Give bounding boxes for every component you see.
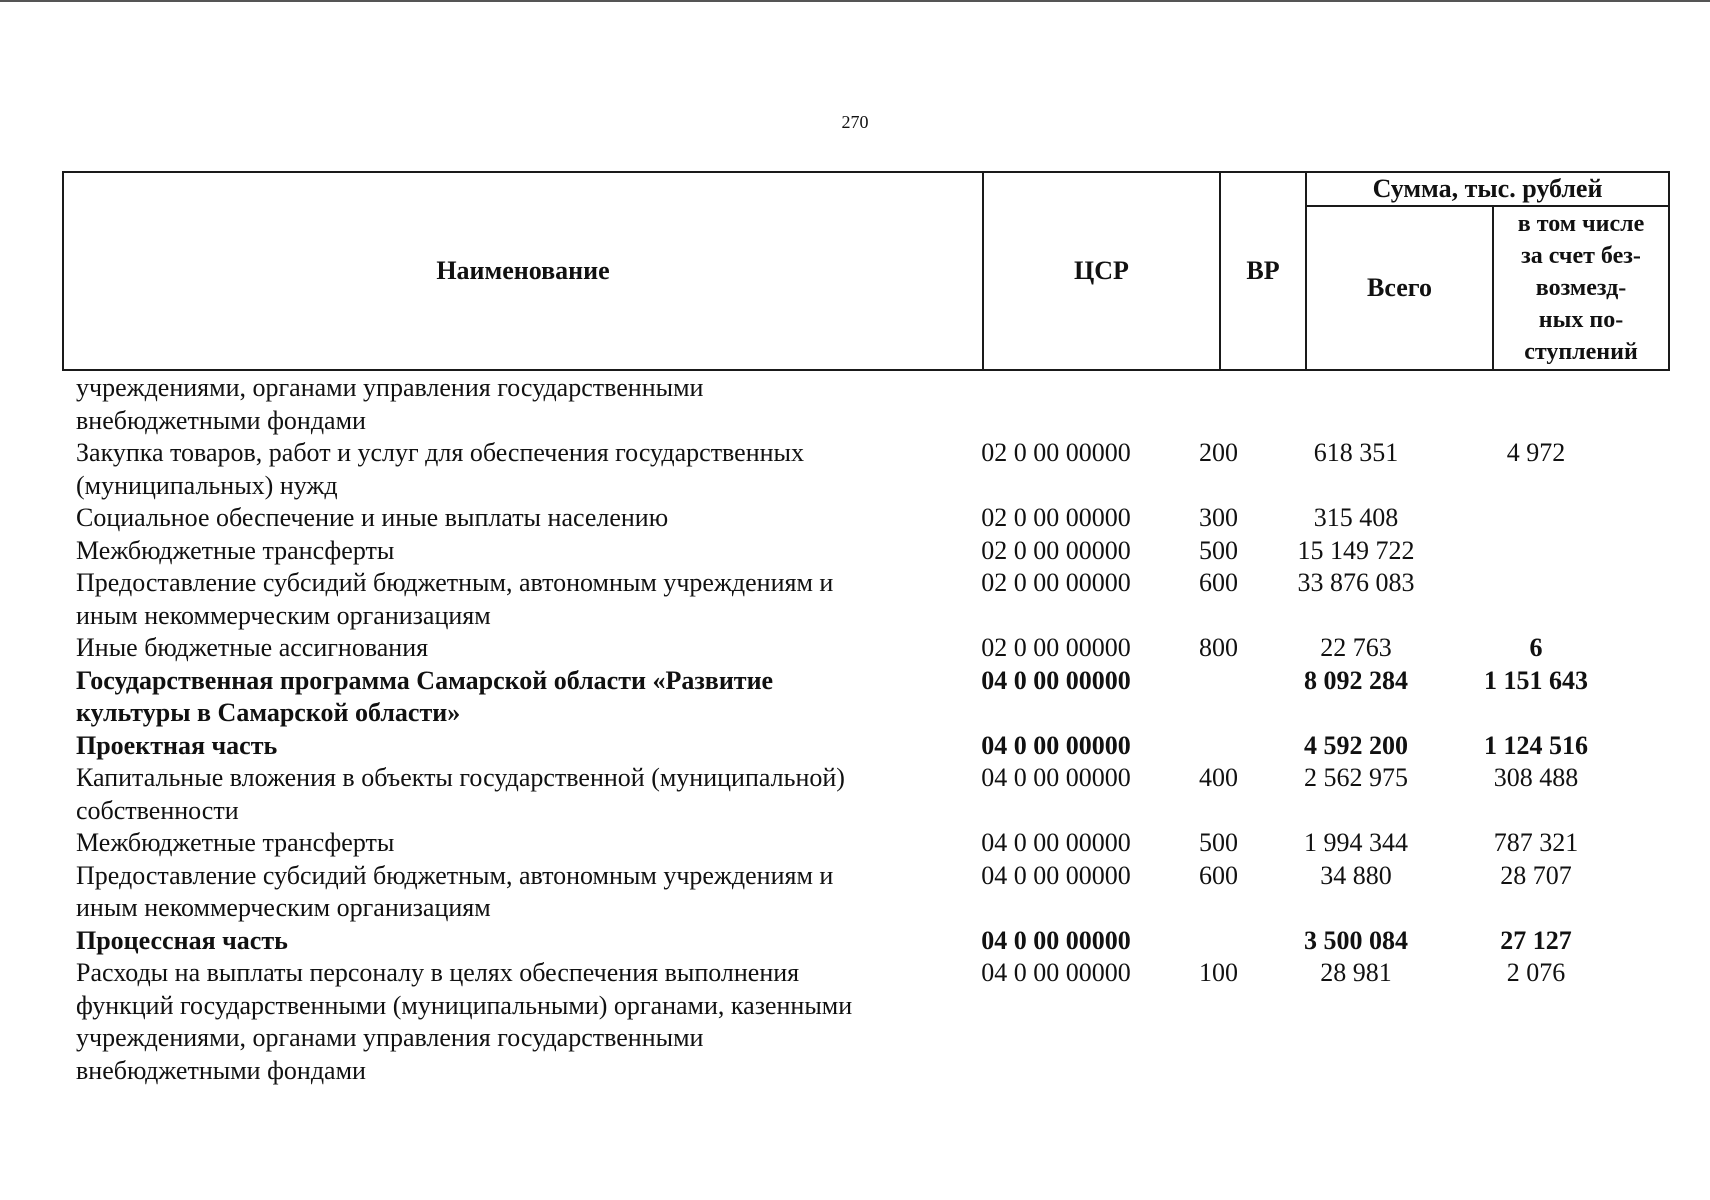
row-vr: 200 (1199, 438, 1238, 467)
row-total: 15 149 722 (1297, 535, 1415, 565)
row-including (1451, 372, 1621, 437)
row-csr: 02 0 00 00000 (981, 535, 1131, 565)
row-total: 22 763 (1320, 633, 1392, 662)
row-name (62, 957, 936, 1087)
table-row (62, 437, 1668, 502)
row-name-line: внебюджетными фондами (76, 1055, 366, 1085)
table-row (62, 535, 1668, 568)
row-name-line: Капитальные вложения в объекты государственной (муниципальной) (76, 763, 845, 792)
row-name (62, 665, 936, 730)
row-name (62, 567, 936, 632)
row-name-line: иным некоммерческим организациям (76, 893, 491, 922)
row-total: 34 880 (1320, 860, 1392, 890)
scan-top-edge (0, 0, 1710, 2)
header-total: Всего (1306, 206, 1493, 370)
row-name-line: (муниципальных) нужд (76, 470, 338, 500)
row-name-line: Проектная часть (76, 730, 278, 760)
row-name-line: Процессная часть (76, 925, 288, 955)
row-name-line: собственности (76, 795, 239, 825)
row-including (1451, 535, 1621, 568)
table-header (62, 171, 1670, 371)
header-including-line: возмезд- (1535, 275, 1627, 301)
row-total: 315 408 (1313, 503, 1399, 532)
row-vr: 300 (1199, 503, 1238, 532)
row-csr: 02 0 00 00000 (981, 503, 1131, 532)
row-csr: 04 0 00 00000 (981, 925, 1131, 955)
header-sum: Сумма, тыс. рублей (1306, 172, 1669, 206)
table-row (62, 860, 1668, 925)
row-name (62, 730, 936, 763)
row-total: 3 500 084 (1304, 925, 1408, 955)
table-row (62, 925, 1668, 958)
row-name (62, 502, 936, 535)
header-including-line: в том числе (1517, 211, 1645, 237)
row-total: 2 562 975 (1304, 763, 1408, 792)
row-name (62, 827, 936, 860)
header-including-line: за счет без- (1521, 243, 1641, 269)
row-name (62, 762, 936, 827)
row-name-line: функций государственными (муниципальными) органами, казенными (76, 990, 853, 1020)
row-total (1261, 372, 1451, 437)
row-name-line: учреждениями, органами управления государственными (76, 373, 704, 402)
table-row (62, 372, 1668, 437)
row-name (62, 632, 936, 665)
row-csr: 04 0 00 00000 (981, 730, 1131, 760)
row-vr: 100 (1199, 958, 1238, 987)
row-total: 4 592 200 (1304, 730, 1408, 760)
row-vr (1176, 925, 1261, 958)
table-row (62, 632, 1668, 665)
row-name-line: Предоставление субсидий бюджетным, автономным учреждениям и (76, 860, 834, 890)
row-including: 4 972 (1506, 438, 1566, 467)
row-including: 2 076 (1506, 958, 1566, 987)
header-including-line: ных по- (1538, 307, 1624, 333)
row-csr: 04 0 00 00000 (981, 665, 1131, 695)
header-vr: ВР (1220, 172, 1306, 370)
header-name: Наименование (63, 172, 983, 370)
row-name (62, 437, 936, 502)
row-total: 8 092 284 (1304, 665, 1408, 695)
row-including (1451, 567, 1621, 632)
row-vr (1176, 665, 1261, 730)
row-total: 618 351 (1313, 438, 1399, 467)
row-name-line: Межбюджетные трансферты (76, 535, 395, 565)
row-name-line: Расходы на выплаты персоналу в целях обеспечения выполнения (76, 958, 800, 987)
row-csr (936, 372, 1176, 437)
row-csr: 04 0 00 00000 (981, 763, 1131, 792)
row-name-line: Социальное обеспечение и иные выплаты населению (76, 503, 669, 532)
row-including: 787 321 (1493, 828, 1579, 857)
row-csr: 04 0 00 00000 (981, 958, 1131, 987)
row-including: 27 127 (1500, 925, 1572, 955)
row-csr: 04 0 00 00000 (981, 828, 1131, 857)
row-including: 6 (1529, 633, 1543, 662)
page-number: 270 (841, 112, 869, 132)
row-including: 308 488 (1493, 763, 1579, 792)
header-including (1493, 206, 1669, 370)
row-name-line: Государственная программа Самарской области «Развитие (76, 665, 774, 695)
row-vr: 600 (1199, 860, 1238, 890)
header-including-line: ступлений (1524, 339, 1638, 365)
row-total: 33 876 083 (1297, 568, 1415, 597)
row-including: 1 124 516 (1484, 730, 1588, 760)
table-row (62, 730, 1668, 763)
row-csr: 02 0 00 00000 (981, 633, 1131, 662)
table-body (62, 372, 1668, 1087)
row-name-line: иным некоммерческим организациям (76, 600, 491, 630)
row-name-line: внебюджетными фондами (76, 405, 366, 435)
row-name-line: Предоставление субсидий бюджетным, автономным учреждениям и (76, 568, 834, 597)
row-name-line: учреждениями, органами управления государственными (76, 1023, 704, 1052)
row-csr: 04 0 00 00000 (981, 860, 1131, 890)
row-name-line: Закупка товаров, работ и услуг для обеспечения государственных (76, 438, 805, 467)
row-csr: 02 0 00 00000 (981, 438, 1131, 467)
row-name-line: Иные бюджетные ассигнования (76, 633, 429, 662)
table-row (62, 502, 1668, 535)
table-row (62, 957, 1668, 1087)
row-vr (1176, 730, 1261, 763)
row-vr: 500 (1199, 828, 1238, 857)
row-name-line: культуры в Самарской области» (76, 698, 461, 727)
row-total: 28 981 (1320, 958, 1392, 987)
row-name-line: Межбюджетные трансферты (76, 828, 395, 857)
table-row (62, 762, 1668, 827)
row-vr: 500 (1199, 535, 1238, 565)
row-vr: 400 (1199, 763, 1238, 792)
row-vr: 600 (1199, 568, 1238, 597)
table-row (62, 567, 1668, 632)
row-name (62, 535, 936, 568)
row-name (62, 925, 936, 958)
row-including: 28 707 (1500, 860, 1572, 890)
header-csr: ЦСР (983, 172, 1220, 370)
table-row (62, 827, 1668, 860)
row-total: 1 994 344 (1304, 828, 1408, 857)
row-vr: 800 (1199, 633, 1238, 662)
row-name (62, 372, 936, 437)
row-including (1451, 502, 1621, 535)
row-vr (1176, 372, 1261, 437)
row-csr: 02 0 00 00000 (981, 568, 1131, 597)
row-including: 1 151 643 (1484, 665, 1588, 695)
row-name (62, 860, 936, 925)
table-row (62, 665, 1668, 730)
